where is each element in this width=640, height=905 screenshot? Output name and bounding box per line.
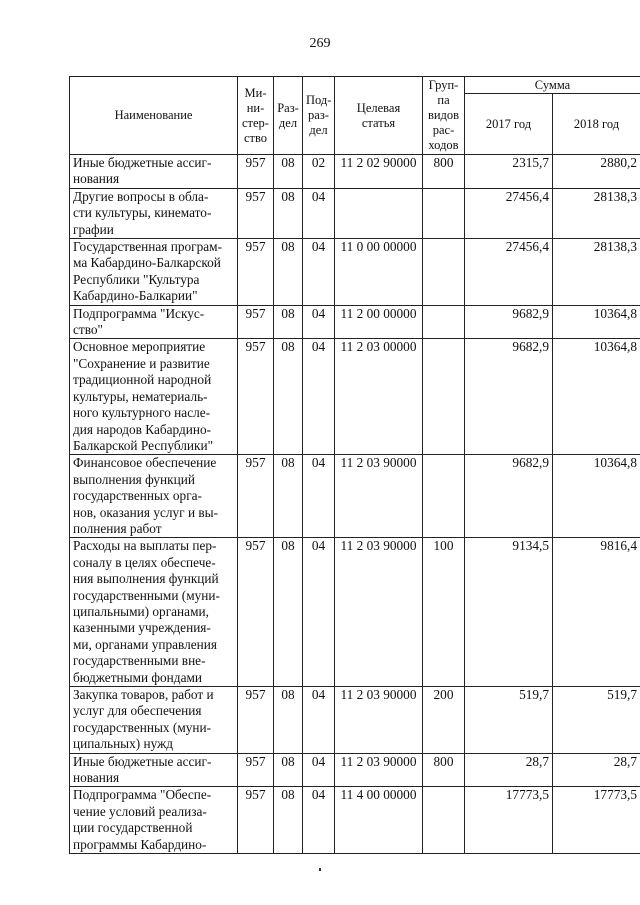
table-row (70, 239, 640, 306)
table-row (70, 787, 640, 854)
row-sum-2017: 28,7 (465, 753, 553, 787)
row-target-item: 11 0 00 00000 (335, 239, 423, 306)
row-sum-2017: 2315,7 (465, 155, 553, 189)
row-expense-group (423, 188, 465, 238)
row-sum-2017: 27456,4 (465, 239, 553, 306)
row-target-item: 11 2 03 90000 (335, 687, 423, 754)
row-target-item: 11 4 00 00000 (335, 787, 423, 854)
col-header-subsection: Под- раз- дел (303, 77, 335, 155)
row-sum-2018: 10364,8 (553, 455, 640, 538)
page-number: 269 (309, 36, 331, 51)
row-subsection: 04 (303, 305, 335, 339)
row-section: 08 (274, 753, 303, 787)
row-name: Иные бюджетные ассиг- нования (70, 753, 238, 787)
row-section: 08 (274, 538, 303, 687)
col-header-ministry: Ми- ни- стер- ство (238, 77, 274, 155)
row-expense-group: 200 (423, 687, 465, 754)
row-sum-2018: 28138,3 (553, 239, 640, 306)
row-ministry: 957 (238, 239, 274, 306)
row-sum-2018: 10364,8 (553, 305, 640, 339)
row-section: 08 (274, 339, 303, 455)
row-section: 08 (274, 305, 303, 339)
row-target-item: 11 2 03 90000 (335, 538, 423, 687)
header-row (70, 77, 640, 94)
row-sum-2018: 28,7 (553, 753, 640, 787)
row-name: Расходы на выплаты пер- соналу в целях обеспече- ния выполнения функций государственными (муни- ципальными) органами, казенными учреждения- ми, органами управления государственными вне- бюджетными фондами (70, 538, 238, 687)
col-header-sum: Сумма (465, 77, 640, 94)
col-header-2018: 2018 год (553, 94, 640, 155)
row-subsection: 04 (303, 188, 335, 238)
row-ministry: 957 (238, 455, 274, 538)
row-section: 08 (274, 188, 303, 238)
row-subsection: 04 (303, 455, 335, 538)
row-ministry: 957 (238, 188, 274, 238)
row-name: Закупка товаров, работ и услуг для обеспечения государственных (муни- ципальных) нужд (70, 687, 238, 754)
row-subsection: 04 (303, 239, 335, 306)
col-header-section: Раз- дел (274, 77, 303, 155)
row-sum-2017: 9682,9 (465, 305, 553, 339)
table-row (70, 687, 640, 754)
col-header-target-item: Целевая статья (335, 77, 423, 155)
row-target-item: 11 2 00 00000 (335, 305, 423, 339)
table-row (70, 538, 640, 687)
row-sum-2017: 17773,5 (465, 787, 553, 854)
row-section: 08 (274, 787, 303, 854)
row-ministry: 957 (238, 339, 274, 455)
row-name: Подпрограмма "Искус- ство" (70, 305, 238, 339)
row-target-item: 11 2 03 90000 (335, 753, 423, 787)
row-expense-group (423, 305, 465, 339)
row-expense-group (423, 787, 465, 854)
row-subsection: 04 (303, 538, 335, 687)
row-section: 08 (274, 239, 303, 306)
row-ministry: 957 (238, 538, 274, 687)
row-name: Государственная програм- ма Кабардино-Балкарской Республики "Культура Кабардино-Балкарии" (70, 239, 238, 306)
table-row (70, 305, 640, 339)
row-sum-2018: 2880,2 (553, 155, 640, 189)
row-section: 08 (274, 155, 303, 189)
table-row (70, 753, 640, 787)
row-section: 08 (274, 455, 303, 538)
row-expense-group: 100 (423, 538, 465, 687)
row-sum-2018: 17773,5 (553, 787, 640, 854)
row-expense-group (423, 339, 465, 455)
row-subsection: 04 (303, 753, 335, 787)
row-subsection: 04 (303, 687, 335, 754)
row-target-item (335, 188, 423, 238)
row-ministry: 957 (238, 305, 274, 339)
row-sum-2017: 9682,9 (465, 455, 553, 538)
table-row (70, 339, 640, 455)
row-name: Другие вопросы в обла- сти культуры, кинемато- графии (70, 188, 238, 238)
row-name: Финансовое обеспечение выполнения функций государственных орга- нов, оказания услуг и вы- полнения работ (70, 455, 238, 538)
row-expense-group: 800 (423, 753, 465, 787)
row-target-item: 11 2 02 90000 (335, 155, 423, 189)
row-target-item: 11 2 03 90000 (335, 455, 423, 538)
row-sum-2018: 28138,3 (553, 188, 640, 238)
row-sum-2018: 10364,8 (553, 339, 640, 455)
row-ministry: 957 (238, 753, 274, 787)
row-expense-group (423, 239, 465, 306)
row-subsection: 04 (303, 339, 335, 455)
row-sum-2017: 9134,5 (465, 538, 553, 687)
row-section: 08 (274, 687, 303, 754)
row-sum-2017: 519,7 (465, 687, 553, 754)
row-expense-group (423, 455, 465, 538)
table-row (70, 188, 640, 238)
row-ministry: 957 (238, 687, 274, 754)
row-sum-2018: 9816,4 (553, 538, 640, 687)
row-ministry: 957 (238, 155, 274, 189)
table-row (70, 155, 640, 189)
col-header-2017: 2017 год (465, 94, 553, 155)
table-body (70, 155, 640, 854)
row-subsection: 04 (303, 787, 335, 854)
col-header-expense-group: Груп- па видов рас- ходов (423, 77, 465, 155)
row-sum-2017: 9682,9 (465, 339, 553, 455)
table-row (70, 455, 640, 538)
budget-table (69, 76, 640, 854)
row-target-item: 11 2 03 00000 (335, 339, 423, 455)
row-sum-2018: 519,7 (553, 687, 640, 754)
row-subsection: 02 (303, 155, 335, 189)
row-name: Основное мероприятие "Сохранение и развитие традиционной народной культуры, нематериаль- ного культурного насле- дия народов Кабардино- Балкарской Республики" (70, 339, 238, 455)
col-header-name: Наименование (70, 77, 238, 155)
row-expense-group: 800 (423, 155, 465, 189)
scan-mark (319, 868, 321, 871)
row-sum-2017: 27456,4 (465, 188, 553, 238)
row-ministry: 957 (238, 787, 274, 854)
row-name: Иные бюджетные ассиг- нования (70, 155, 238, 189)
row-name: Подпрограмма "Обеспе- чение условий реализа- ции государственной программы Кабардино- (70, 787, 238, 854)
